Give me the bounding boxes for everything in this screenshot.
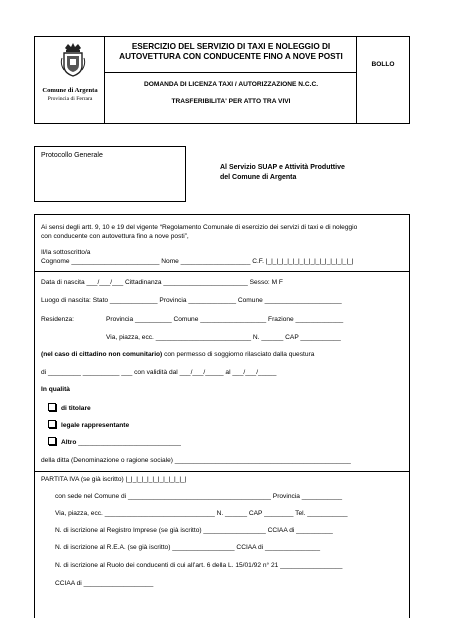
non-comunitario-rest: con permesso di soggiorno rilasciato dalla questura [162,351,315,358]
altro-label: Altro [61,438,77,446]
ruolo-conducenti-field[interactable]: N. di iscrizione al Ruolo dei conducenti di cui all’art. 6 della L. 15/01/92 n° 21 _________________ [55,562,343,569]
rea-field[interactable]: N. di iscrizione al R.E.A. (se già iscritto) _________________ CCIAA di _______________ [55,544,321,551]
sottoscritto-label: Il/la sottoscritto/a [41,249,91,256]
intro-line2: con conducente con autovettura fino a nove posti”, [41,233,189,240]
legale-label: legale rappresentante [61,421,130,429]
comune-name: Comune di Argenta [42,87,98,94]
ditta-field[interactable]: della ditta (Denominazione o ragione sociale) ________________________________________________ [41,457,351,464]
registro-imprese-field[interactable]: N. di iscrizione al Registro Imprese (se già iscritto) _________________ CCIAA di __________ [55,527,333,534]
provincia-name: Provincia di Ferrara [47,96,93,102]
separator-line [34,271,409,272]
qualita-label: In qualità [41,386,70,393]
checkbox-titolare[interactable] [48,403,56,411]
luogo-nascita-field[interactable]: Luogo di nascita: Stato _____________ Provincia _____________ Comune _____________________ [41,297,342,304]
separator-line-2 [34,471,409,472]
bollo-label: BOLLO [371,61,395,68]
sede-via-field[interactable]: Via, piazza, ecc. ______________________________ N. ______ CAP ________ Tel. ___________ [55,510,348,517]
cciaa-field[interactable]: CCIAA di ___________________ [55,580,154,587]
titolare-label: di titolare [61,404,91,412]
destinatario-line1: Al Servizio SUAP e Attività Produttive [220,164,345,171]
partita-iva-field[interactable]: PARTITA IVA (se già iscritto) |_|_|_|_|_|_|_|_|_|_|_| [41,476,187,483]
intro-line1: Ai sensi degli artt. 9, 10 e 19 del vigente “Regolamento Comunale di esercizio dei servizi di taxi e di noleggio [41,224,358,231]
residenza-label: Residenza: [41,316,74,323]
residenza-provincia-field[interactable]: Provincia __________ Comune __________________ Frazione _____________ [106,316,344,323]
header-divider-right [356,36,357,123]
checkbox-altro[interactable] [48,437,56,445]
trasferibilita-subtitle: TRASFERIBILITA' PER ATTO TRA VIVI [171,98,291,105]
option-legale-rappresentante[interactable] [48,421,129,429]
header-divider-mid [104,72,357,73]
nascita-field[interactable]: Data di nascita ___/___/___ Cittadinanza _______________________ Sesso: M F [41,279,283,286]
cognome-nome-cf-field[interactable]: Cognome ________________________ Nome ___________________ C.F. |_|_|_|_|_|_|_|_|_|_|_|_|_|_|_|_| [41,258,354,265]
altro-field[interactable]: ____________________________ [76,438,181,446]
option-altro[interactable] [48,438,181,446]
header-divider-left [104,36,105,123]
permesso-validita-field[interactable]: di _________ __________ ___ con validità dal ___/___/_____ al ___/___/_____ [41,369,277,376]
coat-of-arms-logo [60,42,86,78]
non-comunitario-bold: (nel caso di cittadino non comunitario) [41,351,163,358]
option-titolare[interactable] [48,404,91,412]
checkbox-legale-rappresentante[interactable] [48,420,56,428]
protocollo-label: Protocollo Generale [41,152,103,159]
form-frame [34,214,410,618]
sede-comune-field[interactable]: con sede nel Comune di _______________________________________ Provincia ___________ [55,493,343,500]
domanda-subtitle: DOMANDA DI LICENZA TAXI / AUTORIZZAZIONE N.C.C. [143,81,319,88]
non-comunitario-line [41,351,314,358]
document-title: ESERCIZIO DEL SERVIZIO DI TAXI E NOLEGGIO DI AUTOVETTURA CON CONDUCENTE FINO A NOVE POSTI [119,42,343,61]
destinatario-line2: del Comune di Argenta [220,174,297,181]
residenza-via-field[interactable]: Via, piazza, ecc. __________________________ N. ______ CAP ___________ [106,334,341,341]
